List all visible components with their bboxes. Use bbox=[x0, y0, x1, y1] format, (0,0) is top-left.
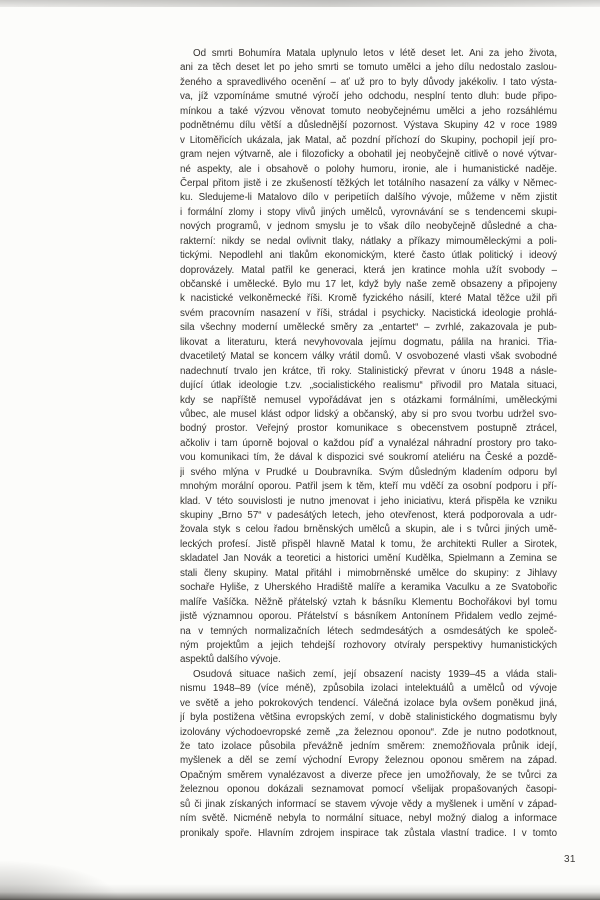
text-line: že tato izolace působila převážně jedním směrem: znemožňovala průnik idejí, bbox=[180, 741, 557, 752]
text-line: skupiny „Brno 57“ v padesátých letech, jeho otevřenost, která podporovala a udr- bbox=[180, 510, 557, 521]
text-line: sů či jinak získaných informací se stavem vývoje vědy a myšlenek i umění v západ- bbox=[180, 798, 557, 810]
scan-edge-bottom bbox=[0, 884, 600, 900]
text-line: svém pracovním nasazení v říši, strádal i psychicky. Nacistická ideologie prohlá- bbox=[180, 307, 557, 319]
text-line: vůbec, ale musel klást odpor lidský a občanský, aby si pro svou tvorbu udržel svo- bbox=[180, 408, 557, 420]
text-line: tickými. Nepodlehl ani tlakům ekonomickým, které často útlak politický i ideový bbox=[180, 250, 557, 262]
text-line: i formální zlomy i stopy vlivů jiných umělců, vyrovnávání se s tendencemi skupi- bbox=[180, 206, 557, 218]
text-line: aspektů dalšího vývoje. bbox=[180, 654, 281, 666]
text-line: mínkou a také výzvou věnovat tomuto neobyčejnému umělci a jeho rozsáhlému bbox=[180, 105, 557, 117]
text-line: ním světě. Nicméně nebyla to normální situace, nebyl možný dialog a informace bbox=[180, 813, 557, 825]
text-line: va, jíž vzpomínáme smutné výročí jeho odchodu, nesplní tento dluh: bude připo- bbox=[180, 91, 557, 103]
text-line: dující útlak ideologie t.zv. „socialistického realismu“ přivodil pro Matala situaci, bbox=[180, 380, 557, 392]
text-line: ji svého mlýna v Prudké u Doubravníka. Svým důsledným kladením odporu byl bbox=[180, 466, 557, 478]
text-line: ným projektům a jejich tehdejší rozhovory otvíraly perspektivy humanistických bbox=[180, 639, 557, 651]
text-line: malíře Vašíčka. Něžně přátelský vztah k básníku Klementu Bochořákovi byl tomu bbox=[180, 596, 557, 608]
text-line: doprovázely. Matal patřil ke generaci, která jen kratince mohla užít svobody – bbox=[180, 264, 557, 276]
text-line: sochaře Hyliše, z Uherského Hradiště malíře a keramika Vaculku a ze Svatobořic bbox=[180, 582, 557, 594]
text-line: pronikaly spoře. Hlavním zdrojem inspirace tak zůstala vlastní tradice. I v tomto bbox=[180, 827, 557, 839]
text-line: stali členy skupiny. Matal přitáhl i mimobrněnské umělce do skupiny: z Jihlavy bbox=[180, 567, 557, 579]
text-line: dvacetiletý Matal se koncem války vrátil domů. V osvobozené vlasti však svobodné bbox=[180, 351, 557, 363]
text-line: jistě významnou oporou. Přátelství s básníkem Antonínem Přidalem vedlo zejmé- bbox=[180, 611, 557, 623]
text-line: Osudová situace našich zemí, její obsazení nacisty 1939–45 a vláda stali- bbox=[193, 668, 557, 680]
text-line: ani za těch deset let po jeho smrti se tomuto umělci a jeho dílu nedostalo zaslou- bbox=[180, 62, 557, 74]
text-line: nismu 1948–89 (více méně), způsobila izolaci intelektuálů a umělců od vývoje bbox=[180, 683, 557, 695]
text-line: ačkoliv i tam úporně bojoval o každou píď a vynalézal náhradní prostory pro tako- bbox=[180, 437, 557, 449]
text-line: gram nejen výtvarně, ale i filozoficky a obohatil jej neobyčejně citlivě o nové výtvar- bbox=[180, 149, 557, 161]
text-line: občanské i umělecké. Bylo mu 17 let, když byly naše země obsazeny a připojeny bbox=[180, 279, 557, 290]
text-line: leckých profesí. Jistě přispěl hlavně Matal k tomu, že architekti Ruller a Sirotek, bbox=[180, 538, 557, 550]
scan-edge-top bbox=[0, 0, 600, 7]
text-line: likovat a literaturu, která nevyhovovala jejímu dogmatu, pálila na hranici. Třia- bbox=[180, 336, 557, 348]
text-line: jí byla postižena většina evropských zemí, v době stalinistického dogmatismu byly bbox=[180, 712, 557, 724]
text-line: železnou oponou dokázali seznamovat pomocí všelijak propašovaných časopi- bbox=[180, 784, 557, 796]
text-line: ženého a spravedlivého ocenění – ať už pro to byly důvody jakékoliv. I tato výsta- bbox=[180, 76, 557, 88]
text-line: nových programů, v jednom smyslu je to však dílo neobyčejně důsledné a cha- bbox=[180, 221, 557, 233]
text-line: k nacistické velkoněmecké říši. Kromě fyzického násilí, které Matal těžce užil při bbox=[180, 293, 557, 305]
text-line: Od smrti Bohumíra Matala uplynulo letos v létě deset let. Ani za jeho života, bbox=[193, 48, 557, 59]
text-line: myšlenek a děl se zemí východní Evropy železnou oponou směrem na západ. bbox=[180, 755, 557, 767]
text-line: né aspekty, ale i obsahově o polohy humoru, ironie, ale i humanistické naděje. bbox=[180, 163, 557, 175]
text-line: v Litoměřicích ukázala, jak Matal, ač pozdní příchozí do Skupiny, pochopil její pro- bbox=[180, 134, 557, 146]
text-line: sila všechny moderní umělecké směry za „entartet“ – zvrhlé, zakazovala je pub- bbox=[180, 322, 557, 334]
text-line: klad. V této souvislosti je nutno jmenovat i jeho iniciativu, která přispěla ke vzniku bbox=[180, 495, 557, 507]
text-line: podnětnému dílu větší a důslednější pozornost. Výstava Skupiny 42 v roce 1989 bbox=[180, 120, 557, 132]
text-line: ku. Sledujeme-li Matalovo dílo v peripetiích dalšího vývoje, můžeme v něm zjistit bbox=[180, 192, 557, 204]
text-line: nadechnutí trvalo jen krátce, tři roky. Stalinistický převrat v únoru 1948 a násle- bbox=[180, 365, 557, 377]
text-line: Opačným směrem vynalézavost a diverze přece jen umožňovaly, že se tvůrci za bbox=[180, 769, 557, 781]
text-line: ve světě a jeho pokrokových tendencí. Válečná izolace byla ovšem poněkud jiná, bbox=[180, 697, 557, 709]
text-line: Čerpal přitom jistě i ze zkušeností těžkých let totálního nasazení za války v Němec- bbox=[180, 177, 557, 189]
text-line: žovala styk s celou řadou brněnských umělců a skupin, ale i s tvůrci jiných umě- bbox=[180, 524, 557, 536]
text-line: na v temných normalizačních létech sedmdesátých a osmdesátých ke společ- bbox=[180, 625, 557, 637]
text-line: vou komunikaci tím, že dával k dispozici své soukromí ateliéru na České a pozdě- bbox=[180, 452, 557, 464]
text-line: mnohým morální oporou. Patřil jsem k těm, kteří mu vděčí za osobní podporu i pří- bbox=[180, 481, 557, 493]
page-number: 31 bbox=[564, 854, 576, 865]
text-line: bodný prostor. Veřejný prostor komunikace s obecenstvem postupně ztrácel, bbox=[180, 423, 557, 435]
text-line: rakterní: nikdy se nedal ovlivnit tlaky, nátlaky a příkazy mimouměleckými a poli- bbox=[180, 235, 557, 247]
text-line: izolovány východoevropské země „za železnou oponou“. Zde je nutno podotknout, bbox=[180, 726, 557, 738]
text-line: skladatel Jan Novák a teoretici a historici umění Kudělka, Spielmann a Zemina se bbox=[180, 553, 557, 565]
body-text bbox=[180, 47, 557, 841]
text-line: kdy se napříště nemusel vypořádávat jen s otázkami formálními, uměleckými bbox=[180, 394, 557, 406]
